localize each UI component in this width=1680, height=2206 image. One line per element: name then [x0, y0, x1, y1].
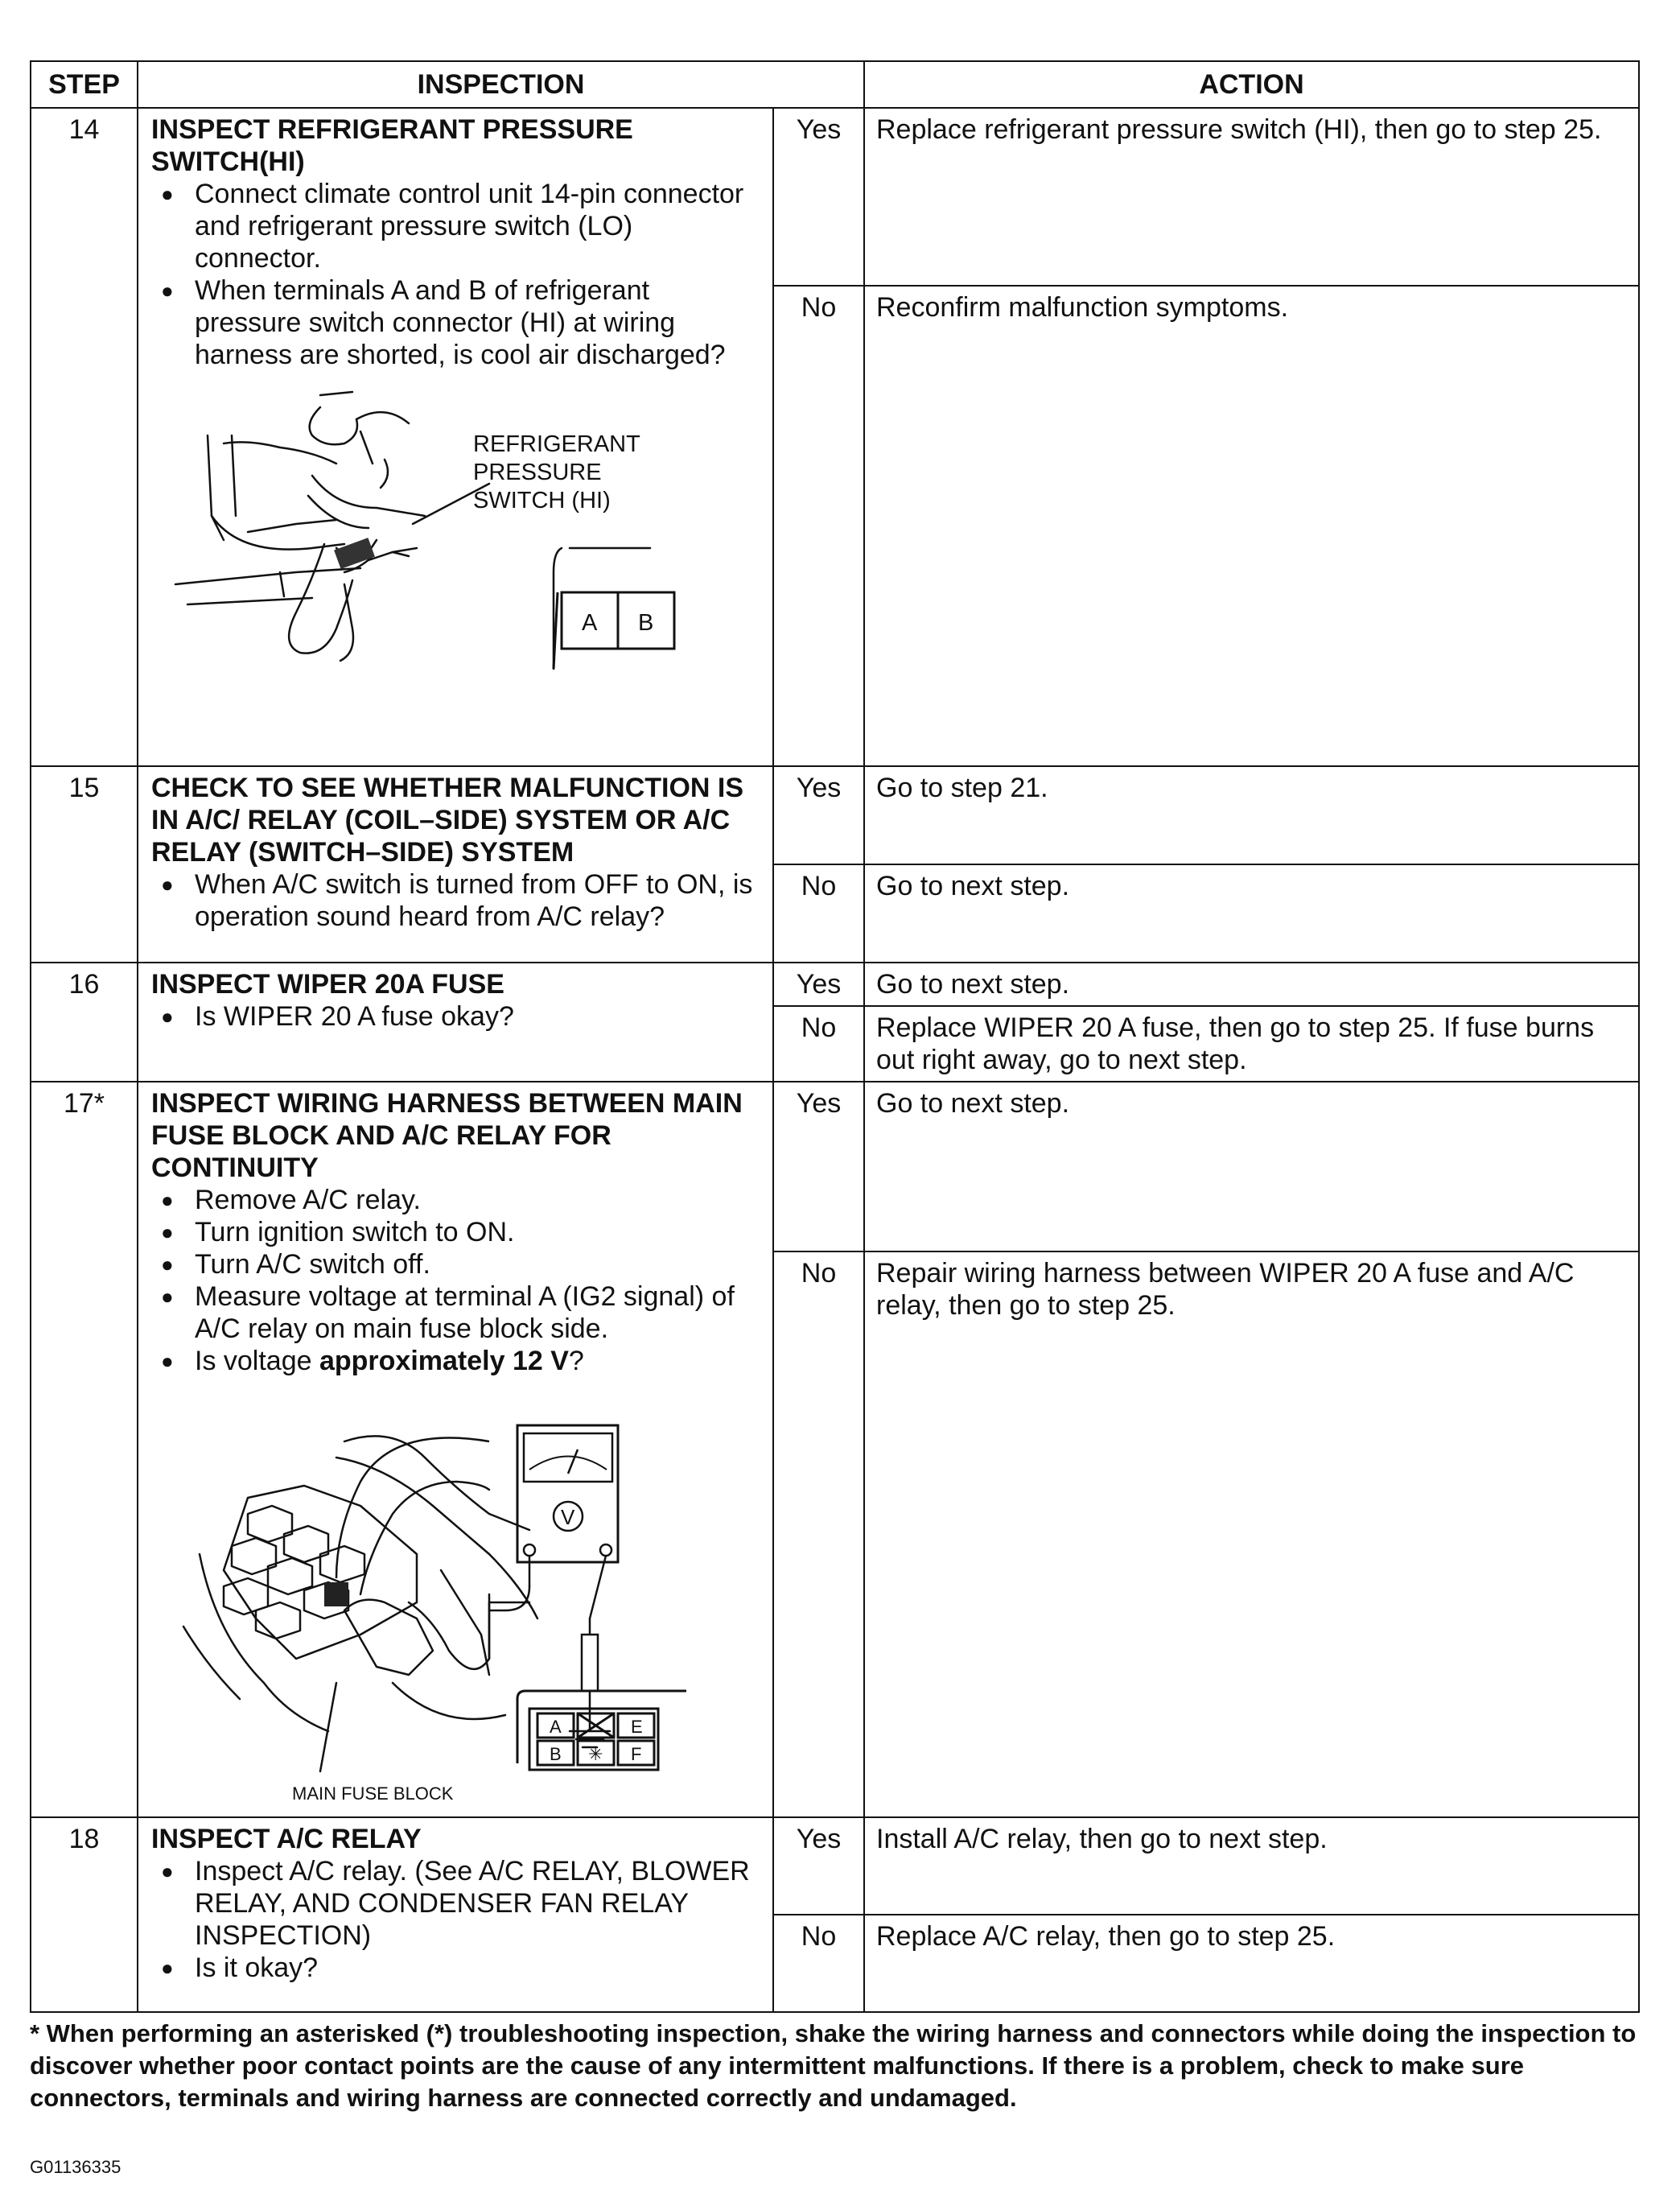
bullet-item: ● Measure voltage at terminal A (IG2 signal) of A/C relay on main fuse block side.: [151, 1280, 761, 1345]
terminal-probe-point: [324, 1582, 348, 1606]
bullet-text: Is voltage: [195, 1346, 319, 1376]
refrigerant-switch-illustration: [151, 387, 731, 709]
inspection-title: INSPECT REFRIGERANT PRESSURE SWITCH(HI): [151, 114, 633, 177]
inspection-bullets: [151, 178, 761, 371]
voltmeter-body: [517, 1425, 618, 1562]
bullet-item: ● Turn A/C switch off.: [151, 1248, 761, 1280]
inspection-bullets: [151, 868, 761, 933]
action-text: Go to step 21.: [864, 766, 1639, 864]
action-column-header: ACTION: [864, 61, 1639, 108]
voltmeter-dial: [524, 1433, 612, 1482]
bullet-item: ● Is WIPER 20 A fuse okay?: [151, 1000, 761, 1033]
answer-yes: Yes: [773, 963, 864, 1006]
action-text: Replace A/C relay, then go to step 25.: [864, 1915, 1639, 2012]
troubleshooting-sheet: [30, 60, 1638, 2013]
action-text: Repair wiring harness between WIPER 20 A fuse and A/C relay, then go to step 25.: [864, 1251, 1639, 1817]
answer-no: No: [773, 864, 864, 963]
action-text: Go to next step.: [864, 1082, 1639, 1251]
troubleshooting-table: [30, 60, 1640, 2013]
action-text: Install A/C relay, then go to next step.: [864, 1817, 1639, 1915]
step-number: 18: [31, 1817, 138, 2012]
figure-label-line: PRESSURE: [473, 460, 602, 485]
answer-yes: Yes: [773, 1817, 864, 1915]
bullet-item: [151, 1345, 761, 1377]
action-text: Replace WIPER 20 A fuse, then go to step 25. If fuse burns out right away, go to next step.: [864, 1006, 1639, 1082]
bullet-item: ● When terminals A and B of refrigerant pressure switch connector (HI) at wiring harness are shorted, is cool air discharged?: [151, 274, 761, 371]
step-column-header: STEP: [31, 61, 138, 108]
terminal-label: ✳: [588, 1744, 603, 1764]
step-number: 14: [31, 108, 138, 766]
inspection-cell: [138, 963, 773, 1082]
answer-yes: Yes: [773, 766, 864, 864]
terminal-label: B: [638, 610, 654, 636]
figure-label-line: REFRIGERANT: [473, 431, 640, 457]
action-text: Reconfirm malfunction symptoms.: [864, 286, 1639, 766]
action-text: Replace refrigerant pressure switch (HI), then go to step 25.: [864, 108, 1639, 286]
bullet-item: ● Is it okay?: [151, 1952, 761, 1984]
answer-no: No: [773, 286, 864, 766]
inspection-bullets: [151, 1184, 761, 1377]
table-row: [31, 766, 1639, 864]
answer-yes: Yes: [773, 108, 864, 286]
figure-label-line: SWITCH (HI): [473, 488, 611, 513]
step-number: 15: [31, 766, 138, 963]
table-header-row: [31, 61, 1639, 108]
bullet-item: ● Inspect A/C relay. (See A/C RELAY, BLOWER RELAY, AND CONDENSER FAN RELAY INSPECTION): [151, 1855, 761, 1952]
action-text: Go to next step.: [864, 963, 1639, 1006]
figure-caption: MAIN FUSE BLOCK: [292, 1783, 454, 1804]
answer-no: No: [773, 1006, 864, 1082]
main-fuse-block-illustration: [151, 1393, 731, 1812]
terminal-label: F: [631, 1744, 642, 1764]
probe-icon: [582, 1635, 598, 1691]
action-text: Go to next step.: [864, 864, 1639, 963]
voltmeter-symbol-label: V: [561, 1505, 575, 1529]
terminal-label: B: [550, 1744, 562, 1764]
terminal-label: E: [631, 1717, 643, 1737]
table-row: [31, 1082, 1639, 1251]
table-row: [31, 1817, 1639, 1915]
answer-no: No: [773, 1915, 864, 2012]
table-row: [31, 963, 1639, 1006]
inspection-bullets: [151, 1855, 761, 1984]
figure-code: G01136335: [30, 2157, 121, 2177]
inspection-title: CHECK TO SEE WHETHER MALFUNCTION IS IN A/C/ RELAY (COIL–SIDE) SYSTEM OR A/C RELAY (SWITCH–SIDE) SYSTEM: [151, 773, 744, 868]
inspection-column-header: INSPECTION: [138, 61, 864, 108]
bullet-item: ● Connect climate control unit 14-pin connector and refrigerant pressure switch (LO) connector.: [151, 178, 761, 274]
inspection-title: INSPECT WIPER 20A FUSE: [151, 969, 504, 1000]
inspection-cell: [138, 1082, 773, 1817]
asterisk-footnote: * When performing an asterisked (*) troubleshooting inspection, shake the wiring harness and connectors while doing the inspection to discover whether poor contact points are the cause of any intermittent malfunctions. If there is a problem, check to make sure connectors, terminals and wiring harness are connected correctly and undamaged.: [30, 2019, 1637, 2112]
inspection-cell: [138, 1817, 773, 2012]
bullet-emphasis: approximately 12 V: [319, 1346, 569, 1376]
bullet-item: ● Turn ignition switch to ON.: [151, 1216, 761, 1248]
inspection-title: INSPECT A/C RELAY: [151, 1824, 422, 1854]
bullet-item: ● When A/C switch is turned from OFF to ON, is operation sound heard from A/C relay?: [151, 868, 761, 933]
bullet-text: ?: [568, 1346, 584, 1376]
inspection-title: INSPECT WIRING HARNESS BETWEEN MAIN FUSE BLOCK AND A/C RELAY FOR CONTINUITY: [151, 1088, 743, 1183]
answer-no: No: [773, 1251, 864, 1817]
terminal-label: A: [582, 610, 598, 636]
inspection-bullets: [151, 1000, 761, 1033]
step-number: 16: [31, 963, 138, 1082]
bullet-item: ● Remove A/C relay.: [151, 1184, 761, 1216]
step-number: 17*: [31, 1082, 138, 1817]
answer-yes: Yes: [773, 1082, 864, 1251]
inspection-cell: [138, 108, 773, 766]
terminal-label: A: [550, 1717, 562, 1737]
inspection-cell: [138, 766, 773, 963]
table-row: [31, 108, 1639, 286]
